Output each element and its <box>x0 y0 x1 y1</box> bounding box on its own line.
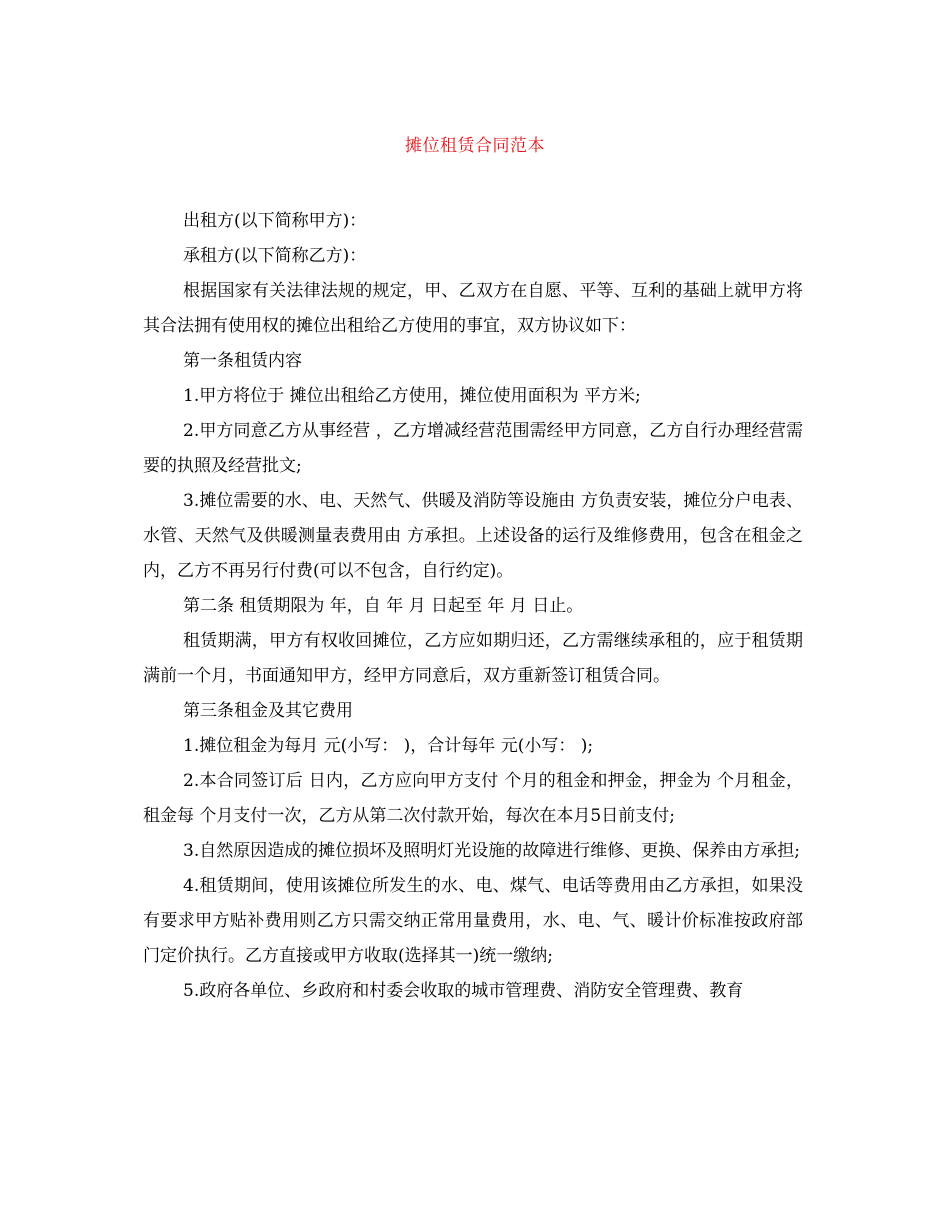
document-title: 摊位租赁合同范本 <box>405 136 545 156</box>
paragraph-article-3-item-3: 3.自然原因造成的摊位损坏及照明灯光设施的故障进行维修、更换、保养由方承担; <box>183 841 800 861</box>
paragraph-article-1-item-3: 3.摊位需要的水、电、天然气、供暖及消防等设施由 方负责安装，摊位分户电表、水管、天然气及供暖测量表费用由 方承担。上述设备的运行及维修费用，包含在租金之内，乙方不再另行付费(可以不包含，自行约定)。 <box>143 491 803 581</box>
paragraph-article-3-item-5: 5.政府各单位、乡政府和村委会收取的城市管理费、消防安全管理费、教育 <box>183 981 744 1001</box>
paragraph-article-3-item-1: 1.摊位租金为每月 元(小写： )，合计每年 元(小写： ); <box>183 736 594 756</box>
paragraph-article-2-body: 租赁期满，甲方有权收回摊位，乙方应如期归还，乙方需继续承租的，应于租赁期满前一个月，书面通知甲方，经甲方同意后，双方重新签订租赁合同。 <box>143 631 803 686</box>
paragraph-article-3-item-2: 2.本合同签订后 日内，乙方应向甲方支付 个月的租金和押金，押金为 个月租金，租金每 个月支付一次，乙方从第二次付款开始，每次在本月5日前支付; <box>143 771 803 826</box>
paragraph-article-3-item-4: 4.租赁期间，使用该摊位所发生的水、电、煤气、电话等费用由乙方承担，如果没有要求甲方贴补费用则乙方只需交纳正常用量费用，水、电、气、暖计价标准按政府部门定价执行。乙方直接或甲方收取(选择其一)统一缴纳; <box>143 876 803 966</box>
heading-article-3: 第三条租金及其它费用 <box>183 701 353 721</box>
paragraph-lessor: 出租方(以下简称甲方)： <box>183 211 367 231</box>
heading-article-1: 第一条租赁内容 <box>183 351 302 371</box>
paragraph-article-1-item-2: 2.甲方同意乙方从事经营 ，乙方增减经营范围需经甲方同意，乙方自行办理经营需要的执照及经营批文; <box>143 421 803 476</box>
paragraph-lessee: 承租方(以下简称乙方)： <box>183 246 367 266</box>
paragraph-article-1-item-1: 1.甲方将位于 摊位出租给乙方使用，摊位使用面积为 平方米; <box>183 386 641 406</box>
paragraph-preamble: 根据国家有关法律法规的规定，甲、乙双方在自愿、平等、互利的基础上就甲方将其合法拥有使用权的摊位出租给乙方使用的事宜，双方协议如下： <box>143 281 803 336</box>
document-body <box>143 204 803 1009</box>
heading-article-2: 第二条 租赁期限为 年，自 年 月 日起至 年 月 日止。 <box>183 596 584 616</box>
